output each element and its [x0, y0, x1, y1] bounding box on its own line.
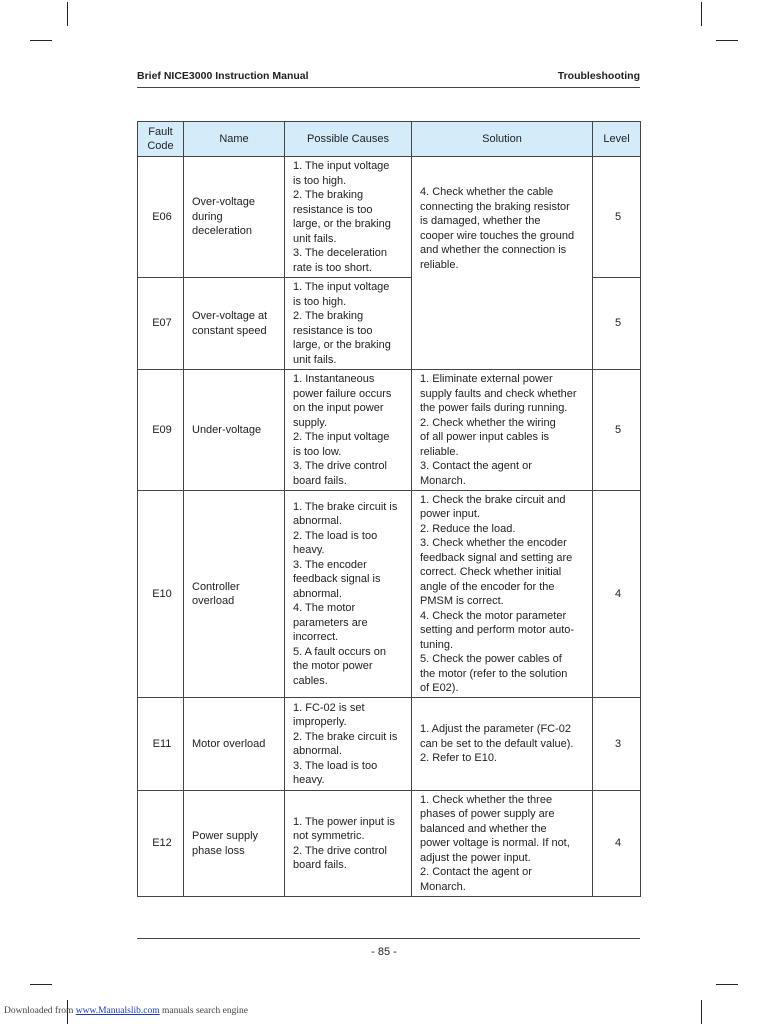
fault-causes: 1. Instantaneous power failure occurs on the input power supply. 2. The input voltage is too low. 3. The drive control board fails. [285, 370, 412, 491]
fault-code: E11 [138, 698, 184, 791]
table-row [138, 698, 641, 791]
section-title: Troubleshooting [557, 70, 640, 82]
crop-mark [701, 2, 702, 26]
header-rule [137, 87, 640, 88]
download-suffix: manuals search engine [159, 1006, 248, 1016]
table-row [138, 791, 641, 897]
fault-name: Controller overload [184, 491, 285, 698]
column-header-level: Level [593, 122, 641, 157]
fault-code: E06 [138, 157, 184, 278]
footer-rule [137, 938, 640, 939]
fault-level: 5 [593, 370, 641, 491]
fault-level: 4 [593, 791, 641, 897]
fault-code: E10 [138, 491, 184, 698]
crop-mark [716, 984, 738, 985]
fault-name: Under-voltage [184, 370, 285, 491]
fault-solution: 1. Check the brake circuit and power input. 2. Reduce the load. 3. Check whether the encoder feedback signal and setting are correct. Check whether initial angle of the encoder for the PMSM is correct. 4. Check the motor parameter setting and perform motor auto- tuning. 5. Check the power cables of the motor (refer to the solution of E02). [412, 491, 593, 698]
crop-mark [716, 40, 738, 41]
crop-mark [30, 40, 52, 41]
fault-name: Power supply phase loss [184, 791, 285, 897]
fault-name: Over-voltage at constant speed [184, 278, 285, 370]
fault-causes: 1. The input voltage is too high. 2. The braking resistance is too large, or the braking unit fails. [285, 278, 412, 370]
fault-level: 3 [593, 698, 641, 791]
fault-code: E09 [138, 370, 184, 491]
fault-causes: 1. The brake circuit is abnormal. 2. The load is too heavy. 3. The encoder feedback signal is abnormal. 4. The motor parameters are incorrect. 5. A fault occurs on the motor power cables. [285, 491, 412, 698]
table-row [138, 157, 641, 278]
fault-causes: 1. The input voltage is too high. 2. The braking resistance is too large, or the braking unit fails. 3. The deceleration rate is too short. [285, 157, 412, 278]
fault-level: 5 [593, 278, 641, 370]
column-header-name: Name [184, 122, 285, 157]
fault-name: Motor overload [184, 698, 285, 791]
fault-level: 5 [593, 157, 641, 278]
fault-solution: 1. Adjust the parameter (FC-02 can be set to the default value). 2. Refer to E10. [412, 698, 593, 791]
fault-level: 4 [593, 491, 641, 698]
table-header-row [138, 122, 641, 157]
manualslib-link[interactable]: www.Manualslib.com [75, 1006, 160, 1016]
column-header-possible-causes: Possible Causes [285, 122, 412, 157]
download-note [4, 1006, 248, 1016]
column-header-fault-code: Fault Code [138, 122, 184, 157]
fault-solution: 1. Eliminate external power supply faults and check whether the power fails during running. 2. Check whether the wiring of all power input cables is reliable. 3. Contact the agent or Monarch. [412, 370, 593, 491]
fault-solution: 4. Check whether the cable connecting the braking resistor is damaged, whether the cooper wire touches the ground and whether the connection is reliable. [412, 157, 593, 370]
download-prefix: Downloaded from [4, 1006, 76, 1016]
column-header-solution: Solution [412, 122, 593, 157]
crop-mark [701, 1000, 702, 1024]
fault-solution: 1. Check whether the three phases of power supply are balanced and whether the power voltage is normal. If not, adjust the power input. 2. Contact the agent or Monarch. [412, 791, 593, 897]
fault-table [137, 121, 641, 897]
fault-causes: 1. FC-02 is set improperly. 2. The brake circuit is abnormal. 3. The load is too heavy. [285, 698, 412, 791]
manual-title: Brief NICE3000 Instruction Manual [137, 70, 309, 82]
crop-mark [67, 2, 68, 26]
fault-code: E07 [138, 278, 184, 370]
fault-name: Over-voltage during deceleration [184, 157, 285, 278]
crop-mark [30, 984, 52, 985]
table-row [138, 491, 641, 698]
fault-code: E12 [138, 791, 184, 897]
page-number: - 85 - [371, 946, 397, 958]
fault-causes: 1. The power input is not symmetric. 2. The drive control board fails. [285, 791, 412, 897]
table-row [138, 370, 641, 491]
